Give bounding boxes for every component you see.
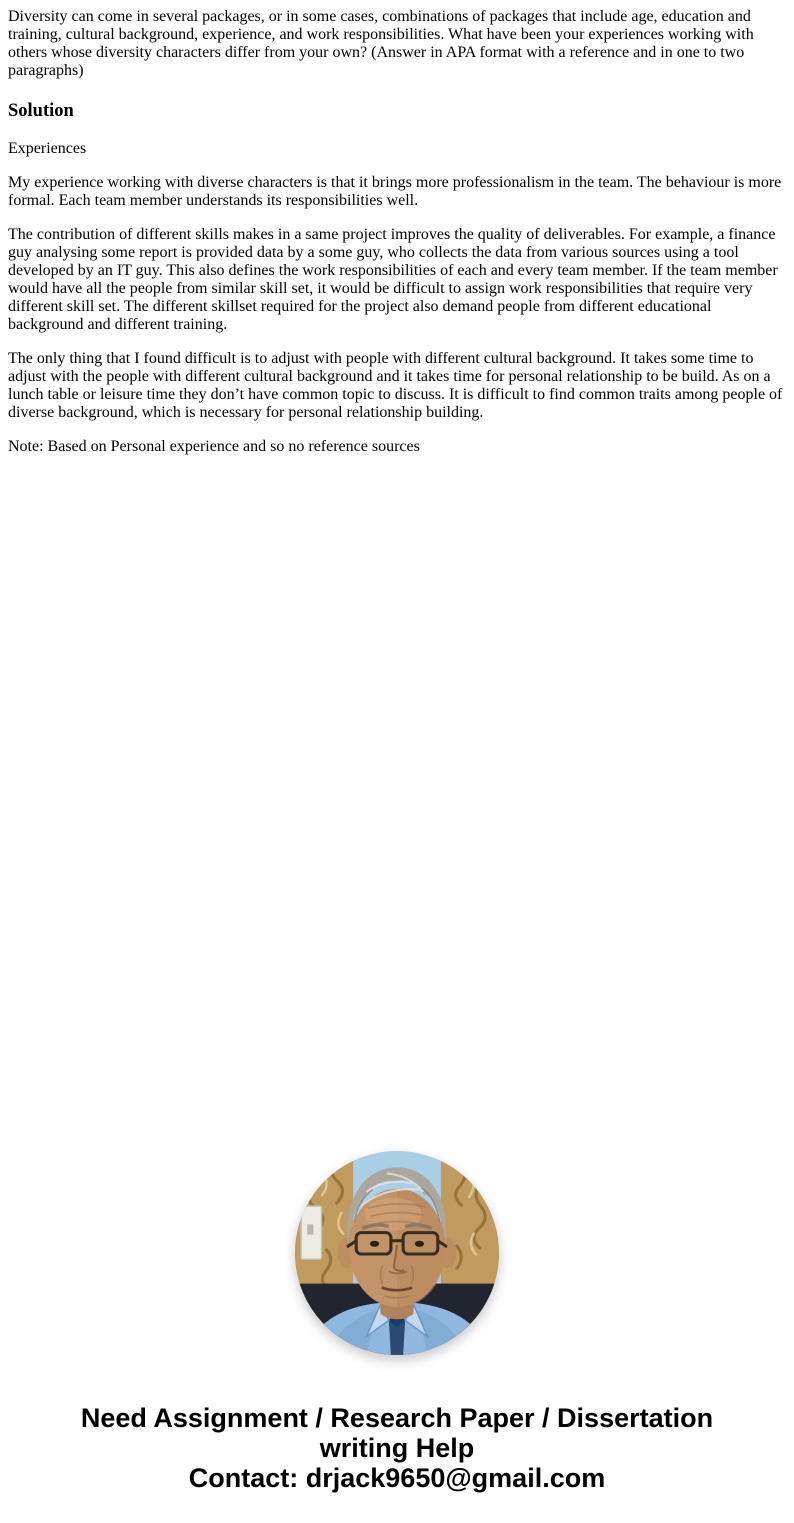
experiences-subheading: Experiences [8, 140, 87, 157]
answer-paragraph-1: My experience working with diverse characters is that it brings more professionalism in the team. The behaviour is more formal. Each team member understands its responsibilities well. [8, 174, 782, 209]
footer-help-line-1: Need Assignment / Research Paper / Dissertation [80, 1403, 714, 1433]
answer-paragraph-3: The only thing that I found difficult is to adjust with people with different cultural background. It takes some time to adjust with the people with different cultural background and it takes time for personal relationship to be build. As on a lunch table or leisure time they don’t have common topic to discuss. It is difficult to find common traits among people of diverse background, which is necessary for personal relationship building. [8, 350, 783, 421]
note-text: Note: Based on Personal experience and so no reference sources [8, 438, 420, 455]
answer-paragraph-2: The contribution of different skills makes in a same project improves the quality of deliverables. For example, a finance guy analysing some report is provided data by a some guy, who collects the data from various sources using a tool developed by an IT guy. This also defines the work responsibilities of each and every team member. If the team member would have all the people from similar skill set, it would be difficult to assign work responsibilities that require very different skill set. The different skillset required for the project also demand people from different educational background and different training. [8, 226, 778, 333]
footer-help-line-2: writing Help [319, 1433, 475, 1463]
footer-banner [0, 1403, 794, 1493]
question-paragraph: Diversity can come in several packages, or in some cases, combinations of packages that include age, education and training, cultural background, experience, and work responsibilities. What have been your experiences working with others whose diversity characters differ from your own? (Answer in APA format with a reference and in one to two paragraphs) [8, 8, 754, 79]
tutor-avatar [295, 1151, 499, 1355]
solution-heading: Solution [8, 101, 74, 121]
tutor-avatar-image [295, 1151, 499, 1355]
document-content [0, 0, 794, 456]
footer-contact-line: Contact: drjack9650@gmail.com [188, 1463, 606, 1493]
